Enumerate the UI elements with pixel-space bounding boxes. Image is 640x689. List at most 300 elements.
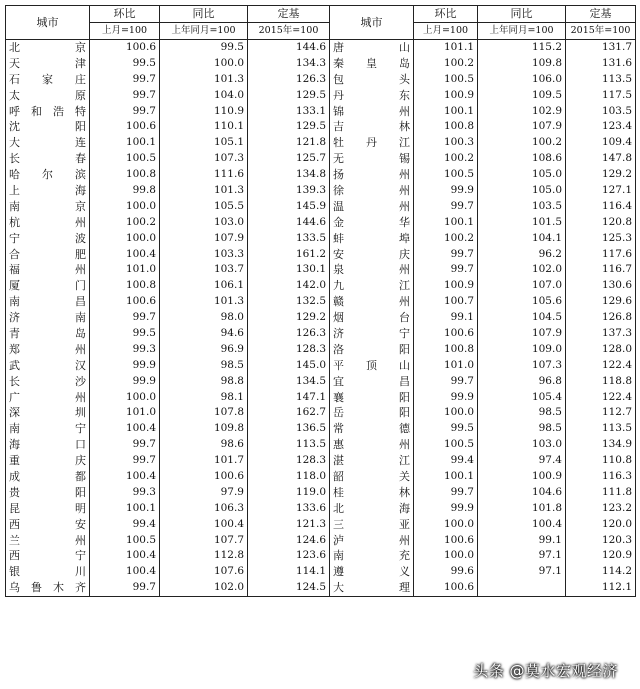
right-fixed-cell: 125.3 bbox=[566, 230, 636, 246]
table-row bbox=[6, 151, 636, 167]
table-row bbox=[6, 183, 636, 199]
left-mom-cell: 100.0 bbox=[90, 230, 160, 246]
table-row bbox=[6, 87, 636, 103]
right-yoy-cell: 100.4 bbox=[478, 517, 566, 533]
right-city-cell: 南充 bbox=[330, 548, 414, 564]
right-mom-cell: 99.9 bbox=[414, 501, 478, 517]
right-fixed-cell: 120.9 bbox=[566, 548, 636, 564]
left-mom-cell: 100.8 bbox=[90, 167, 160, 183]
left-mom-cell: 100.4 bbox=[90, 246, 160, 262]
right-city-cell: 宜昌 bbox=[330, 373, 414, 389]
right-mom-cell: 100.6 bbox=[414, 326, 478, 342]
left-yoy-cell: 98.6 bbox=[160, 437, 248, 453]
header-fixed-sub-right: 2015年=100 bbox=[566, 22, 636, 39]
left-yoy-cell: 111.6 bbox=[160, 167, 248, 183]
table-row bbox=[6, 532, 636, 548]
table-row bbox=[6, 548, 636, 564]
left-yoy-cell: 107.6 bbox=[160, 564, 248, 580]
table-body bbox=[6, 39, 636, 596]
left-mom-cell: 100.6 bbox=[90, 119, 160, 135]
right-yoy-cell: 98.5 bbox=[478, 405, 566, 421]
right-city-cell: 襄阳 bbox=[330, 389, 414, 405]
left-mom-cell: 99.8 bbox=[90, 183, 160, 199]
left-yoy-cell: 106.3 bbox=[160, 501, 248, 517]
left-fixed-cell: 161.2 bbox=[248, 246, 330, 262]
right-fixed-cell: 113.5 bbox=[566, 72, 636, 88]
left-fixed-cell: 145.9 bbox=[248, 199, 330, 215]
left-fixed-cell: 126.3 bbox=[248, 326, 330, 342]
right-city-cell: 包头 bbox=[330, 72, 414, 88]
left-city-cell: 成都 bbox=[6, 469, 90, 485]
right-city-cell: 北海 bbox=[330, 501, 414, 517]
left-city-cell: 合肥 bbox=[6, 246, 90, 262]
right-fixed-cell: 120.3 bbox=[566, 532, 636, 548]
header-yoy-right: 同比 bbox=[478, 6, 566, 23]
table-row bbox=[6, 199, 636, 215]
left-city-cell: 南宁 bbox=[6, 421, 90, 437]
left-yoy-cell: 105.1 bbox=[160, 135, 248, 151]
right-city-cell: 赣州 bbox=[330, 294, 414, 310]
left-yoy-cell: 98.0 bbox=[160, 310, 248, 326]
right-fixed-cell: 116.7 bbox=[566, 262, 636, 278]
table-row bbox=[6, 564, 636, 580]
left-fixed-cell: 133.6 bbox=[248, 501, 330, 517]
right-yoy-cell: 99.1 bbox=[478, 532, 566, 548]
right-city-cell: 桂林 bbox=[330, 485, 414, 501]
left-yoy-cell: 106.1 bbox=[160, 278, 248, 294]
right-yoy-cell: 105.0 bbox=[478, 183, 566, 199]
left-fixed-cell: 139.3 bbox=[248, 183, 330, 199]
table-row bbox=[6, 421, 636, 437]
right-yoy-cell: 97.1 bbox=[478, 564, 566, 580]
left-city-cell: 北京 bbox=[6, 39, 90, 55]
right-city-cell: 温州 bbox=[330, 199, 414, 215]
right-fixed-cell: 113.5 bbox=[566, 421, 636, 437]
left-city-cell: 武汉 bbox=[6, 358, 90, 374]
left-mom-cell: 100.1 bbox=[90, 501, 160, 517]
left-city-cell: 太原 bbox=[6, 87, 90, 103]
left-city-cell: 南京 bbox=[6, 199, 90, 215]
left-city-cell: 兰州 bbox=[6, 532, 90, 548]
left-fixed-cell: 121.3 bbox=[248, 517, 330, 533]
left-fixed-cell: 129.2 bbox=[248, 310, 330, 326]
right-yoy-cell: 96.2 bbox=[478, 246, 566, 262]
right-fixed-cell: 118.8 bbox=[566, 373, 636, 389]
right-fixed-cell: 123.4 bbox=[566, 119, 636, 135]
right-mom-cell: 100.2 bbox=[414, 151, 478, 167]
left-fixed-cell: 124.6 bbox=[248, 532, 330, 548]
table-row bbox=[6, 373, 636, 389]
right-mom-cell: 99.5 bbox=[414, 421, 478, 437]
header-yoy-sub-right: 上年同月=100 bbox=[478, 22, 566, 39]
right-mom-cell: 100.0 bbox=[414, 405, 478, 421]
right-fixed-cell: 131.7 bbox=[566, 39, 636, 55]
left-yoy-cell: 97.9 bbox=[160, 485, 248, 501]
left-yoy-cell: 96.9 bbox=[160, 342, 248, 358]
right-mom-cell: 99.1 bbox=[414, 310, 478, 326]
right-yoy-cell: 104.5 bbox=[478, 310, 566, 326]
right-yoy-cell: 107.9 bbox=[478, 119, 566, 135]
left-fixed-cell: 121.8 bbox=[248, 135, 330, 151]
left-yoy-cell: 100.0 bbox=[160, 56, 248, 72]
right-fixed-cell: 111.8 bbox=[566, 485, 636, 501]
right-fixed-cell: 128.0 bbox=[566, 342, 636, 358]
left-yoy-cell: 110.9 bbox=[160, 103, 248, 119]
left-mom-cell: 100.5 bbox=[90, 532, 160, 548]
right-yoy-cell: 109.5 bbox=[478, 87, 566, 103]
right-fixed-cell: 126.8 bbox=[566, 310, 636, 326]
left-city-cell: 福州 bbox=[6, 262, 90, 278]
right-yoy-cell: 101.8 bbox=[478, 501, 566, 517]
table-row bbox=[6, 278, 636, 294]
table-row bbox=[6, 389, 636, 405]
right-mom-cell: 100.6 bbox=[414, 532, 478, 548]
left-fixed-cell: 132.5 bbox=[248, 294, 330, 310]
right-mom-cell: 100.7 bbox=[414, 294, 478, 310]
left-mom-cell: 100.5 bbox=[90, 151, 160, 167]
table-row bbox=[6, 39, 636, 55]
left-fixed-cell: 119.0 bbox=[248, 485, 330, 501]
right-yoy-cell: 105.0 bbox=[478, 167, 566, 183]
right-city-cell: 惠州 bbox=[330, 437, 414, 453]
table-row bbox=[6, 294, 636, 310]
table-row bbox=[6, 119, 636, 135]
table-row bbox=[6, 56, 636, 72]
right-mom-cell: 100.8 bbox=[414, 119, 478, 135]
right-mom-cell: 100.8 bbox=[414, 342, 478, 358]
left-mom-cell: 99.7 bbox=[90, 103, 160, 119]
right-mom-cell: 100.5 bbox=[414, 437, 478, 453]
table-row bbox=[6, 580, 636, 596]
left-fixed-cell: 128.3 bbox=[248, 342, 330, 358]
right-mom-cell: 100.0 bbox=[414, 517, 478, 533]
left-mom-cell: 99.3 bbox=[90, 342, 160, 358]
left-yoy-cell: 103.3 bbox=[160, 246, 248, 262]
left-city-cell: 重庆 bbox=[6, 453, 90, 469]
left-mom-cell: 99.7 bbox=[90, 453, 160, 469]
left-fixed-cell: 113.5 bbox=[248, 437, 330, 453]
left-mom-cell: 99.4 bbox=[90, 517, 160, 533]
left-mom-cell: 100.4 bbox=[90, 469, 160, 485]
right-city-cell: 大理 bbox=[330, 580, 414, 596]
left-city-cell: 长春 bbox=[6, 151, 90, 167]
table-row bbox=[6, 72, 636, 88]
right-yoy-cell: 109.8 bbox=[478, 56, 566, 72]
right-city-cell: 常德 bbox=[330, 421, 414, 437]
right-fixed-cell: 114.2 bbox=[566, 564, 636, 580]
right-mom-cell: 101.1 bbox=[414, 39, 478, 55]
left-yoy-cell: 94.6 bbox=[160, 326, 248, 342]
right-fixed-cell: 122.4 bbox=[566, 358, 636, 374]
house-price-index-table bbox=[5, 5, 636, 597]
left-fixed-cell: 118.0 bbox=[248, 469, 330, 485]
header-mom-right: 环比 bbox=[414, 6, 478, 23]
right-yoy-cell: 96.8 bbox=[478, 373, 566, 389]
right-fixed-cell: 147.8 bbox=[566, 151, 636, 167]
left-yoy-cell: 98.8 bbox=[160, 373, 248, 389]
left-city-cell: 青岛 bbox=[6, 326, 90, 342]
right-yoy-cell: 102.9 bbox=[478, 103, 566, 119]
right-fixed-cell: 109.4 bbox=[566, 135, 636, 151]
right-city-cell: 泉州 bbox=[330, 262, 414, 278]
right-mom-cell: 100.9 bbox=[414, 87, 478, 103]
right-fixed-cell: 129.2 bbox=[566, 167, 636, 183]
left-fixed-cell: 136.5 bbox=[248, 421, 330, 437]
left-city-cell: 大连 bbox=[6, 135, 90, 151]
right-yoy-cell: 105.6 bbox=[478, 294, 566, 310]
left-yoy-cell: 101.7 bbox=[160, 453, 248, 469]
right-yoy-cell: 107.0 bbox=[478, 278, 566, 294]
header-city-right: 城市 bbox=[330, 6, 414, 40]
right-fixed-cell: 127.1 bbox=[566, 183, 636, 199]
header-city-left: 城市 bbox=[6, 6, 90, 40]
table-row bbox=[6, 326, 636, 342]
right-city-cell: 无锡 bbox=[330, 151, 414, 167]
left-city-cell: 郑州 bbox=[6, 342, 90, 358]
table-row bbox=[6, 310, 636, 326]
right-fixed-cell: 122.4 bbox=[566, 389, 636, 405]
left-city-cell: 济南 bbox=[6, 310, 90, 326]
right-fixed-cell: 130.6 bbox=[566, 278, 636, 294]
right-city-cell: 秦皇岛 bbox=[330, 56, 414, 72]
left-city-cell: 宁波 bbox=[6, 230, 90, 246]
right-city-cell: 牡丹江 bbox=[330, 135, 414, 151]
left-city-cell: 天津 bbox=[6, 56, 90, 72]
right-city-cell: 三亚 bbox=[330, 517, 414, 533]
left-fixed-cell: 133.1 bbox=[248, 103, 330, 119]
left-mom-cell: 100.1 bbox=[90, 135, 160, 151]
right-mom-cell: 99.7 bbox=[414, 246, 478, 262]
left-mom-cell: 99.3 bbox=[90, 485, 160, 501]
right-fixed-cell: 123.2 bbox=[566, 501, 636, 517]
right-mom-cell: 100.5 bbox=[414, 72, 478, 88]
right-mom-cell: 100.2 bbox=[414, 56, 478, 72]
left-yoy-cell: 107.7 bbox=[160, 532, 248, 548]
right-mom-cell: 101.0 bbox=[414, 358, 478, 374]
right-fixed-cell: 117.5 bbox=[566, 87, 636, 103]
right-fixed-cell: 110.8 bbox=[566, 453, 636, 469]
right-yoy-cell bbox=[478, 580, 566, 596]
right-fixed-cell: 137.3 bbox=[566, 326, 636, 342]
right-city-cell: 韶关 bbox=[330, 469, 414, 485]
left-city-cell: 海口 bbox=[6, 437, 90, 453]
left-fixed-cell: 114.1 bbox=[248, 564, 330, 580]
right-city-cell: 洛阳 bbox=[330, 342, 414, 358]
left-city-cell: 深圳 bbox=[6, 405, 90, 421]
left-yoy-cell: 107.9 bbox=[160, 230, 248, 246]
left-city-cell: 贵阳 bbox=[6, 485, 90, 501]
right-city-cell: 唐山 bbox=[330, 39, 414, 55]
right-yoy-cell: 107.3 bbox=[478, 358, 566, 374]
left-mom-cell: 99.5 bbox=[90, 326, 160, 342]
left-fixed-cell: 126.3 bbox=[248, 72, 330, 88]
right-fixed-cell: 116.3 bbox=[566, 469, 636, 485]
right-mom-cell: 99.7 bbox=[414, 485, 478, 501]
right-yoy-cell: 109.0 bbox=[478, 342, 566, 358]
right-mom-cell: 100.2 bbox=[414, 230, 478, 246]
right-fixed-cell: 117.6 bbox=[566, 246, 636, 262]
right-yoy-cell: 101.5 bbox=[478, 215, 566, 231]
right-fixed-cell: 112.7 bbox=[566, 405, 636, 421]
right-fixed-cell: 103.5 bbox=[566, 103, 636, 119]
left-city-cell: 呼和浩特 bbox=[6, 103, 90, 119]
left-fixed-cell: 147.1 bbox=[248, 389, 330, 405]
right-city-cell: 济宁 bbox=[330, 326, 414, 342]
right-city-cell: 扬州 bbox=[330, 167, 414, 183]
left-yoy-cell: 107.8 bbox=[160, 405, 248, 421]
right-yoy-cell: 105.4 bbox=[478, 389, 566, 405]
left-yoy-cell: 100.6 bbox=[160, 469, 248, 485]
right-mom-cell: 99.7 bbox=[414, 373, 478, 389]
table-row bbox=[6, 215, 636, 231]
left-mom-cell: 99.7 bbox=[90, 72, 160, 88]
left-fixed-cell: 133.5 bbox=[248, 230, 330, 246]
right-yoy-cell: 100.9 bbox=[478, 469, 566, 485]
left-fixed-cell: 124.5 bbox=[248, 580, 330, 596]
left-mom-cell: 99.7 bbox=[90, 437, 160, 453]
left-mom-cell: 100.0 bbox=[90, 389, 160, 405]
header-mom-left: 环比 bbox=[90, 6, 160, 23]
right-city-cell: 蚌埠 bbox=[330, 230, 414, 246]
left-yoy-cell: 101.3 bbox=[160, 72, 248, 88]
left-yoy-cell: 98.1 bbox=[160, 389, 248, 405]
right-mom-cell: 99.7 bbox=[414, 199, 478, 215]
left-city-cell: 杭州 bbox=[6, 215, 90, 231]
right-yoy-cell: 104.1 bbox=[478, 230, 566, 246]
header-fixed-sub-left: 2015年=100 bbox=[248, 22, 330, 39]
table-row bbox=[6, 453, 636, 469]
left-fixed-cell: 145.0 bbox=[248, 358, 330, 374]
right-yoy-cell: 107.9 bbox=[478, 326, 566, 342]
left-yoy-cell: 104.0 bbox=[160, 87, 248, 103]
table-row bbox=[6, 342, 636, 358]
left-fixed-cell: 144.6 bbox=[248, 39, 330, 55]
left-yoy-cell: 107.3 bbox=[160, 151, 248, 167]
right-yoy-cell: 108.6 bbox=[478, 151, 566, 167]
left-yoy-cell: 100.4 bbox=[160, 517, 248, 533]
table-row bbox=[6, 358, 636, 374]
left-fixed-cell: 129.5 bbox=[248, 87, 330, 103]
left-yoy-cell: 109.8 bbox=[160, 421, 248, 437]
right-city-cell: 平顶山 bbox=[330, 358, 414, 374]
left-fixed-cell: 128.3 bbox=[248, 453, 330, 469]
left-fixed-cell: 125.7 bbox=[248, 151, 330, 167]
left-fixed-cell: 142.0 bbox=[248, 278, 330, 294]
right-mom-cell: 100.9 bbox=[414, 278, 478, 294]
right-mom-cell: 100.1 bbox=[414, 215, 478, 231]
right-city-cell: 徐州 bbox=[330, 183, 414, 199]
right-mom-cell: 99.4 bbox=[414, 453, 478, 469]
left-yoy-cell: 105.5 bbox=[160, 199, 248, 215]
left-city-cell: 银川 bbox=[6, 564, 90, 580]
table-row bbox=[6, 103, 636, 119]
table-row bbox=[6, 167, 636, 183]
left-mom-cell: 101.0 bbox=[90, 262, 160, 278]
table-row bbox=[6, 135, 636, 151]
right-city-cell: 烟台 bbox=[330, 310, 414, 326]
left-fixed-cell: 134.8 bbox=[248, 167, 330, 183]
left-yoy-cell: 103.7 bbox=[160, 262, 248, 278]
right-yoy-cell: 98.5 bbox=[478, 421, 566, 437]
right-yoy-cell: 97.1 bbox=[478, 548, 566, 564]
left-yoy-cell: 99.5 bbox=[160, 39, 248, 55]
table-row bbox=[6, 485, 636, 501]
left-mom-cell: 99.7 bbox=[90, 580, 160, 596]
right-city-cell: 遵义 bbox=[330, 564, 414, 580]
header-fixed-left: 定基 bbox=[248, 6, 330, 23]
right-mom-cell: 99.9 bbox=[414, 183, 478, 199]
header-mom-sub-left: 上月=100 bbox=[90, 22, 160, 39]
right-city-cell: 泸州 bbox=[330, 532, 414, 548]
left-mom-cell: 99.7 bbox=[90, 310, 160, 326]
right-mom-cell: 100.1 bbox=[414, 469, 478, 485]
right-city-cell: 金华 bbox=[330, 215, 414, 231]
right-fixed-cell: 112.1 bbox=[566, 580, 636, 596]
right-mom-cell: 99.6 bbox=[414, 564, 478, 580]
left-mom-cell: 100.6 bbox=[90, 39, 160, 55]
left-yoy-cell: 101.3 bbox=[160, 294, 248, 310]
left-yoy-cell: 102.0 bbox=[160, 580, 248, 596]
right-fixed-cell: 131.6 bbox=[566, 56, 636, 72]
left-mom-cell: 100.4 bbox=[90, 564, 160, 580]
header-mom-sub-right: 上月=100 bbox=[414, 22, 478, 39]
left-city-cell: 昆明 bbox=[6, 501, 90, 517]
right-mom-cell: 100.3 bbox=[414, 135, 478, 151]
left-yoy-cell: 101.3 bbox=[160, 183, 248, 199]
left-yoy-cell: 103.0 bbox=[160, 215, 248, 231]
right-yoy-cell: 100.2 bbox=[478, 135, 566, 151]
right-fixed-cell: 116.4 bbox=[566, 199, 636, 215]
right-city-cell: 安庆 bbox=[330, 246, 414, 262]
left-city-cell: 沈阳 bbox=[6, 119, 90, 135]
right-fixed-cell: 134.9 bbox=[566, 437, 636, 453]
right-city-cell: 锦州 bbox=[330, 103, 414, 119]
header-yoy-sub-left: 上年同月=100 bbox=[160, 22, 248, 39]
header-fixed-right: 定基 bbox=[566, 6, 636, 23]
watermark-text: 头条 @莫水宏观经济 bbox=[473, 662, 618, 680]
left-city-cell: 南昌 bbox=[6, 294, 90, 310]
right-city-cell: 湛江 bbox=[330, 453, 414, 469]
left-fixed-cell: 130.1 bbox=[248, 262, 330, 278]
right-mom-cell: 99.7 bbox=[414, 262, 478, 278]
right-city-cell: 九江 bbox=[330, 278, 414, 294]
left-city-cell: 上海 bbox=[6, 183, 90, 199]
left-mom-cell: 99.9 bbox=[90, 358, 160, 374]
right-yoy-cell: 97.4 bbox=[478, 453, 566, 469]
right-yoy-cell: 115.2 bbox=[478, 39, 566, 55]
left-city-cell: 广州 bbox=[6, 389, 90, 405]
right-yoy-cell: 103.5 bbox=[478, 199, 566, 215]
right-fixed-cell: 120.8 bbox=[566, 215, 636, 231]
left-yoy-cell: 98.5 bbox=[160, 358, 248, 374]
left-mom-cell: 99.5 bbox=[90, 56, 160, 72]
table-row bbox=[6, 246, 636, 262]
right-yoy-cell: 106.0 bbox=[478, 72, 566, 88]
right-mom-cell: 99.9 bbox=[414, 389, 478, 405]
table-row bbox=[6, 517, 636, 533]
left-mom-cell: 101.0 bbox=[90, 405, 160, 421]
table-row bbox=[6, 469, 636, 485]
table-row bbox=[6, 437, 636, 453]
left-city-cell: 乌鲁木齐 bbox=[6, 580, 90, 596]
left-fixed-cell: 162.7 bbox=[248, 405, 330, 421]
header-yoy-left: 同比 bbox=[160, 6, 248, 23]
right-yoy-cell: 103.0 bbox=[478, 437, 566, 453]
table-row bbox=[6, 262, 636, 278]
left-mom-cell: 100.4 bbox=[90, 421, 160, 437]
left-city-cell: 西安 bbox=[6, 517, 90, 533]
left-yoy-cell: 112.8 bbox=[160, 548, 248, 564]
